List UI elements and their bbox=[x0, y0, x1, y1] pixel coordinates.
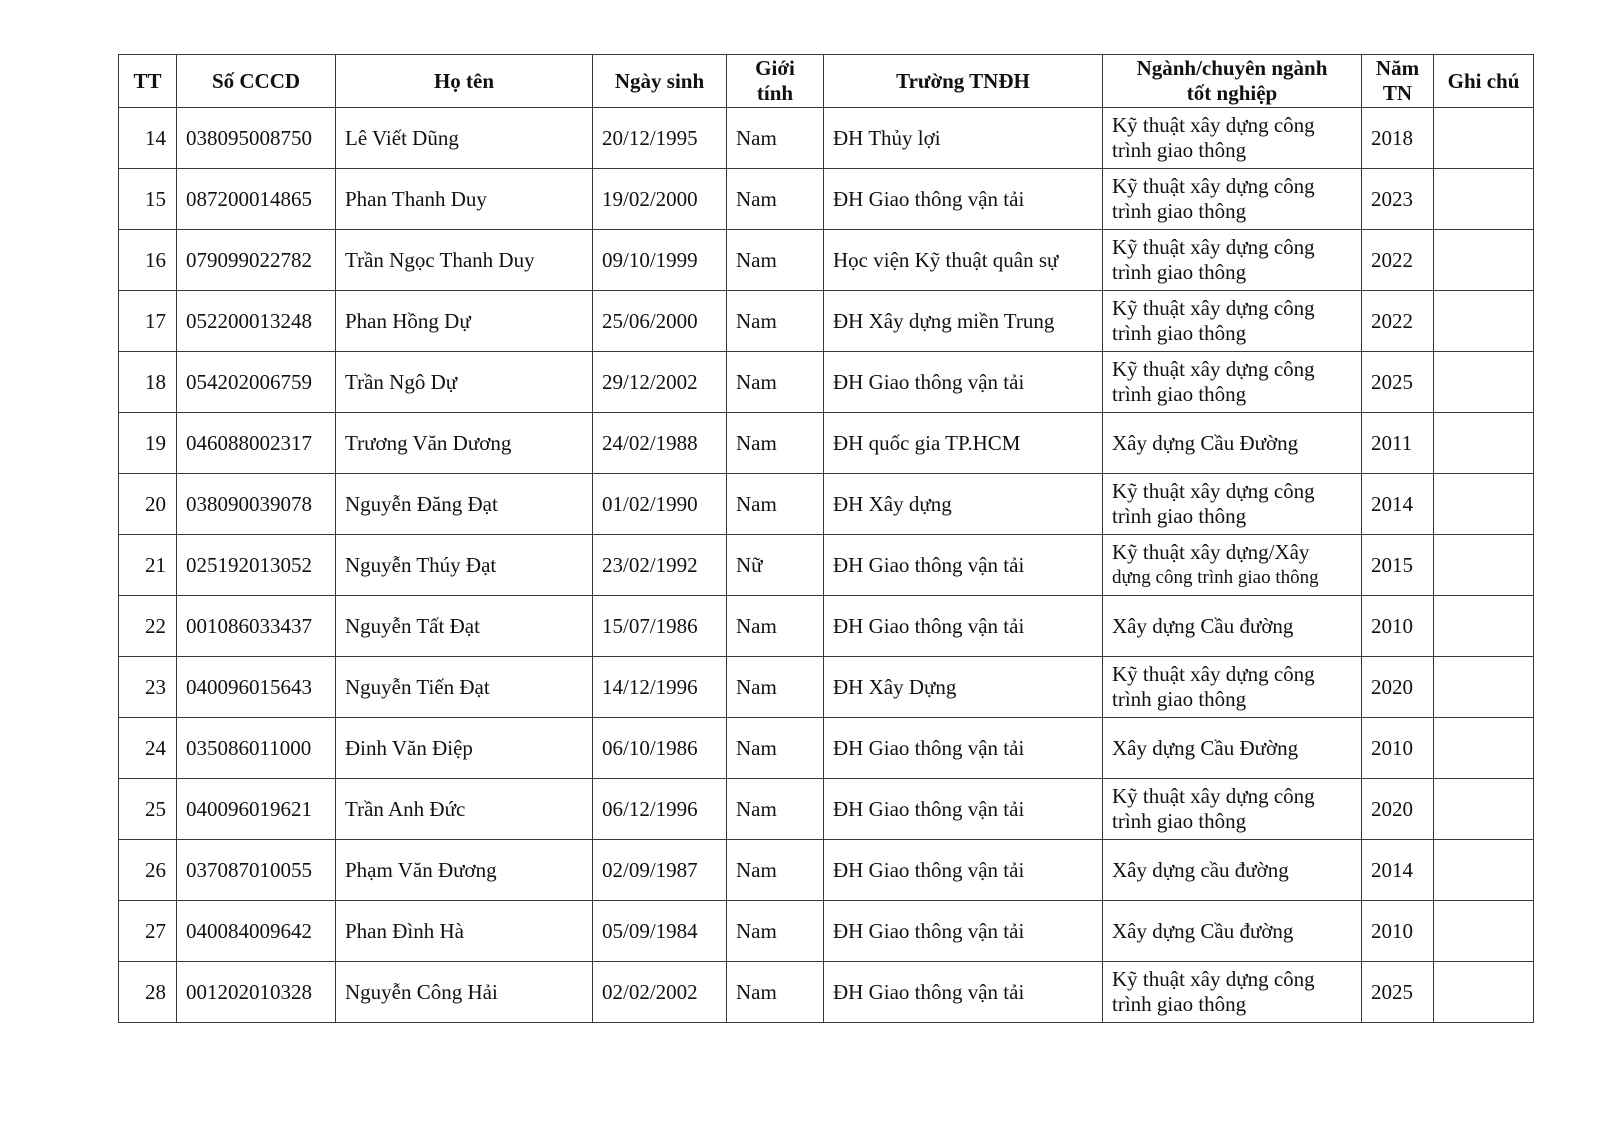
cell-tt: 17 bbox=[119, 291, 177, 352]
table-row bbox=[119, 657, 1534, 718]
cell-note bbox=[1434, 596, 1534, 657]
cell-name: Trần Ngọc Thanh Duy bbox=[336, 230, 593, 291]
cell-major bbox=[1103, 596, 1362, 657]
cell-major-line: trình giao thông bbox=[1112, 992, 1247, 1016]
cell-school: ĐH Giao thông vận tải bbox=[824, 169, 1103, 230]
cell-school: ĐH Giao thông vận tải bbox=[824, 352, 1103, 413]
header-note: Ghi chú bbox=[1434, 55, 1534, 108]
cell-year: 2010 bbox=[1362, 718, 1434, 779]
table-body bbox=[119, 108, 1534, 1023]
cell-year: 2022 bbox=[1362, 291, 1434, 352]
table-row bbox=[119, 169, 1534, 230]
cell-tt: 20 bbox=[119, 474, 177, 535]
cell-year: 2023 bbox=[1362, 169, 1434, 230]
cell-school: ĐH Giao thông vận tải bbox=[824, 779, 1103, 840]
cell-year: 2010 bbox=[1362, 596, 1434, 657]
cell-tt: 21 bbox=[119, 535, 177, 596]
cell-cccd: 040084009642 bbox=[177, 901, 336, 962]
cell-cccd: 035086011000 bbox=[177, 718, 336, 779]
table-row bbox=[119, 840, 1534, 901]
cell-cccd: 054202006759 bbox=[177, 352, 336, 413]
cell-major bbox=[1103, 657, 1362, 718]
cell-major bbox=[1103, 108, 1362, 169]
cell-major-line: trình giao thông bbox=[1112, 321, 1247, 345]
cell-gender: Nam bbox=[727, 901, 824, 962]
cell-major-line: trình giao thông bbox=[1112, 809, 1247, 833]
cell-major bbox=[1103, 291, 1362, 352]
cell-tt: 25 bbox=[119, 779, 177, 840]
header-year-line2: TN bbox=[1382, 81, 1413, 105]
cell-name: Phạm Văn Đương bbox=[336, 840, 593, 901]
cell-major-line: trình giao thông bbox=[1112, 382, 1247, 406]
cell-name: Lê Viết Dũng bbox=[336, 108, 593, 169]
header-tt: TT bbox=[119, 55, 177, 108]
cell-name: Trần Ngô Dự bbox=[336, 352, 593, 413]
table-row bbox=[119, 230, 1534, 291]
cell-major bbox=[1103, 718, 1362, 779]
cell-gender: Nam bbox=[727, 413, 824, 474]
cell-major-line: Xây dựng Cầu đường bbox=[1112, 918, 1294, 943]
table-row bbox=[119, 901, 1534, 962]
cell-name: Phan Đình Hà bbox=[336, 901, 593, 962]
cell-tt: 26 bbox=[119, 840, 177, 901]
cell-year: 2020 bbox=[1362, 779, 1434, 840]
cell-year: 2022 bbox=[1362, 230, 1434, 291]
cell-school: ĐH Xây Dựng bbox=[824, 657, 1103, 718]
cell-name: Phan Hồng Dự bbox=[336, 291, 593, 352]
cell-dob: 29/12/2002 bbox=[593, 352, 727, 413]
cell-note bbox=[1434, 108, 1534, 169]
cell-dob: 09/10/1999 bbox=[593, 230, 727, 291]
header-gender bbox=[727, 55, 824, 108]
table-row bbox=[119, 596, 1534, 657]
table-row bbox=[119, 352, 1534, 413]
cell-note bbox=[1434, 779, 1534, 840]
cell-major bbox=[1103, 169, 1362, 230]
cell-major bbox=[1103, 535, 1362, 596]
cell-major bbox=[1103, 779, 1362, 840]
table-row bbox=[119, 779, 1534, 840]
cell-name: Đinh Văn Điệp bbox=[336, 718, 593, 779]
cell-name: Nguyễn Tiến Đạt bbox=[336, 657, 593, 718]
cell-note bbox=[1434, 718, 1534, 779]
cell-school: ĐH Giao thông vận tải bbox=[824, 718, 1103, 779]
cell-gender: Nam bbox=[727, 718, 824, 779]
cell-name: Nguyễn Công Hải bbox=[336, 962, 593, 1023]
table-row bbox=[119, 718, 1534, 779]
cell-note bbox=[1434, 169, 1534, 230]
cell-cccd: 046088002317 bbox=[177, 413, 336, 474]
cell-note bbox=[1434, 657, 1534, 718]
cell-cccd: 079099022782 bbox=[177, 230, 336, 291]
cell-dob: 02/02/2002 bbox=[593, 962, 727, 1023]
cell-school: Học viện Kỹ thuật quân sự bbox=[824, 230, 1103, 291]
cell-note bbox=[1434, 352, 1534, 413]
cell-gender: Nam bbox=[727, 108, 824, 169]
cell-cccd: 040096019621 bbox=[177, 779, 336, 840]
cell-gender: Nam bbox=[727, 169, 824, 230]
cell-tt: 19 bbox=[119, 413, 177, 474]
cell-year: 2010 bbox=[1362, 901, 1434, 962]
cell-school: ĐH Giao thông vận tải bbox=[824, 535, 1103, 596]
graduates-table bbox=[118, 54, 1534, 1023]
cell-tt: 28 bbox=[119, 962, 177, 1023]
cell-dob: 20/12/1995 bbox=[593, 108, 727, 169]
cell-major-line: Kỹ thuật xây dựng công bbox=[1112, 479, 1315, 503]
header-cccd: Số CCCD bbox=[177, 55, 336, 108]
cell-major-line: trình giao thông bbox=[1112, 504, 1247, 528]
header-school: Trường TNĐH bbox=[824, 55, 1103, 108]
cell-cccd: 001202010328 bbox=[177, 962, 336, 1023]
cell-year: 2025 bbox=[1362, 352, 1434, 413]
header-year bbox=[1362, 55, 1434, 108]
cell-year: 2014 bbox=[1362, 840, 1434, 901]
cell-name: Trần Anh Đức bbox=[336, 779, 593, 840]
cell-major-line: Kỹ thuật xây dựng công bbox=[1112, 174, 1315, 198]
cell-major-line: trình giao thông bbox=[1112, 687, 1247, 711]
cell-major-line: trình giao thông bbox=[1112, 260, 1247, 284]
cell-gender: Nam bbox=[727, 474, 824, 535]
cell-dob: 15/07/1986 bbox=[593, 596, 727, 657]
cell-name: Phan Thanh Duy bbox=[336, 169, 593, 230]
cell-major-line: Kỹ thuật xây dựng/Xây bbox=[1112, 540, 1310, 564]
cell-year: 2011 bbox=[1362, 413, 1434, 474]
cell-major-line: trình giao thông bbox=[1112, 138, 1247, 162]
table-header bbox=[119, 55, 1534, 108]
cell-cccd: 087200014865 bbox=[177, 169, 336, 230]
cell-cccd: 052200013248 bbox=[177, 291, 336, 352]
cell-school: ĐH Giao thông vận tải bbox=[824, 962, 1103, 1023]
header-year-line1: Năm bbox=[1375, 56, 1420, 80]
cell-year: 2014 bbox=[1362, 474, 1434, 535]
cell-dob: 05/09/1984 bbox=[593, 901, 727, 962]
cell-school: ĐH Xây dựng miền Trung bbox=[824, 291, 1103, 352]
cell-dob: 02/09/1987 bbox=[593, 840, 727, 901]
cell-tt: 14 bbox=[119, 108, 177, 169]
cell-dob: 06/12/1996 bbox=[593, 779, 727, 840]
cell-major-line: Xây dựng Cầu Đường bbox=[1112, 430, 1299, 455]
cell-name: Nguyễn Đăng Đạt bbox=[336, 474, 593, 535]
header-gender-line2: tính bbox=[756, 81, 794, 105]
header-name: Họ tên bbox=[336, 55, 593, 108]
cell-year: 2018 bbox=[1362, 108, 1434, 169]
cell-year: 2015 bbox=[1362, 535, 1434, 596]
header-row bbox=[119, 55, 1534, 108]
cell-gender: Nam bbox=[727, 962, 824, 1023]
cell-gender: Nam bbox=[727, 291, 824, 352]
cell-name: Trương Văn Dương bbox=[336, 413, 593, 474]
cell-gender: Nam bbox=[727, 352, 824, 413]
cell-major-line: Kỹ thuật xây dựng công bbox=[1112, 784, 1315, 808]
cell-name: Nguyễn Thúy Đạt bbox=[336, 535, 593, 596]
cell-school: ĐH Xây dựng bbox=[824, 474, 1103, 535]
cell-dob: 25/06/2000 bbox=[593, 291, 727, 352]
cell-cccd: 040096015643 bbox=[177, 657, 336, 718]
header-dob: Ngày sinh bbox=[593, 55, 727, 108]
table-row bbox=[119, 413, 1534, 474]
cell-school: ĐH Thủy lợi bbox=[824, 108, 1103, 169]
cell-cccd: 001086033437 bbox=[177, 596, 336, 657]
cell-gender: Nam bbox=[727, 657, 824, 718]
cell-tt: 23 bbox=[119, 657, 177, 718]
cell-cccd: 038095008750 bbox=[177, 108, 336, 169]
cell-note bbox=[1434, 230, 1534, 291]
cell-gender: Nam bbox=[727, 840, 824, 901]
cell-cccd: 037087010055 bbox=[177, 840, 336, 901]
cell-school: ĐH quốc gia TP.HCM bbox=[824, 413, 1103, 474]
cell-major bbox=[1103, 474, 1362, 535]
cell-note bbox=[1434, 840, 1534, 901]
header-major bbox=[1103, 55, 1362, 108]
cell-gender: Nam bbox=[727, 230, 824, 291]
cell-major bbox=[1103, 413, 1362, 474]
cell-tt: 27 bbox=[119, 901, 177, 962]
table-row bbox=[119, 535, 1534, 596]
cell-school: ĐH Giao thông vận tải bbox=[824, 840, 1103, 901]
cell-major bbox=[1103, 962, 1362, 1023]
cell-note bbox=[1434, 413, 1534, 474]
cell-dob: 14/12/1996 bbox=[593, 657, 727, 718]
cell-major bbox=[1103, 901, 1362, 962]
cell-school: ĐH Giao thông vận tải bbox=[824, 901, 1103, 962]
cell-major-line: Kỹ thuật xây dựng công bbox=[1112, 296, 1315, 320]
cell-tt: 24 bbox=[119, 718, 177, 779]
cell-note bbox=[1434, 291, 1534, 352]
cell-dob: 06/10/1986 bbox=[593, 718, 727, 779]
cell-note bbox=[1434, 474, 1534, 535]
cell-tt: 15 bbox=[119, 169, 177, 230]
cell-major-line: Xây dựng cầu đường bbox=[1112, 857, 1289, 882]
cell-major-line: trình giao thông bbox=[1112, 199, 1247, 223]
cell-major-line: dựng công trình giao thông bbox=[1112, 567, 1319, 588]
table-row bbox=[119, 108, 1534, 169]
cell-cccd: 038090039078 bbox=[177, 474, 336, 535]
table-row bbox=[119, 474, 1534, 535]
cell-tt: 22 bbox=[119, 596, 177, 657]
cell-year: 2020 bbox=[1362, 657, 1434, 718]
cell-major-line: Kỹ thuật xây dựng công bbox=[1112, 235, 1315, 259]
cell-gender: Nam bbox=[727, 779, 824, 840]
cell-major-line: Kỹ thuật xây dựng công bbox=[1112, 662, 1315, 686]
cell-note bbox=[1434, 962, 1534, 1023]
table-row bbox=[119, 291, 1534, 352]
cell-gender: Nữ bbox=[727, 535, 824, 596]
cell-name: Nguyễn Tất Đạt bbox=[336, 596, 593, 657]
header-gender-line1: Giới bbox=[755, 56, 795, 80]
header-major-line1: Ngành/chuyên ngành bbox=[1136, 56, 1328, 80]
cell-major-line: Kỹ thuật xây dựng công bbox=[1112, 113, 1315, 137]
cell-major-line: Xây dựng Cầu Đường bbox=[1112, 735, 1299, 760]
cell-tt: 18 bbox=[119, 352, 177, 413]
table-row bbox=[119, 962, 1534, 1023]
header-major-line2: tốt nghiệp bbox=[1186, 81, 1278, 105]
cell-year: 2025 bbox=[1362, 962, 1434, 1023]
cell-major bbox=[1103, 840, 1362, 901]
cell-major bbox=[1103, 352, 1362, 413]
cell-note bbox=[1434, 535, 1534, 596]
cell-major-line: Xây dựng Cầu đường bbox=[1112, 613, 1294, 638]
cell-dob: 01/02/1990 bbox=[593, 474, 727, 535]
cell-dob: 23/02/1992 bbox=[593, 535, 727, 596]
cell-major-line: Kỹ thuật xây dựng công bbox=[1112, 357, 1315, 381]
cell-major bbox=[1103, 230, 1362, 291]
cell-note bbox=[1434, 901, 1534, 962]
cell-school: ĐH Giao thông vận tải bbox=[824, 596, 1103, 657]
cell-tt: 16 bbox=[119, 230, 177, 291]
cell-gender: Nam bbox=[727, 596, 824, 657]
cell-dob: 19/02/2000 bbox=[593, 169, 727, 230]
cell-major-line: Kỹ thuật xây dựng công bbox=[1112, 967, 1315, 991]
cell-cccd: 025192013052 bbox=[177, 535, 336, 596]
cell-dob: 24/02/1988 bbox=[593, 413, 727, 474]
